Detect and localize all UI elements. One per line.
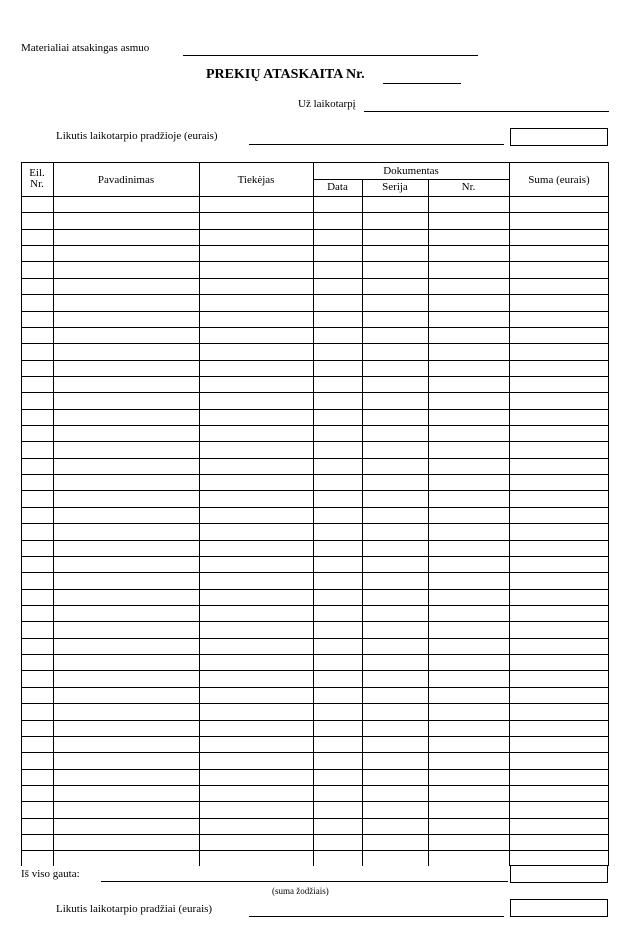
end-balance-box[interactable] xyxy=(510,899,608,917)
start-balance-label: Likutis laikotarpio pradžioje (eurais) xyxy=(56,130,218,142)
col-header-supplier: Tiekėjas xyxy=(237,174,275,186)
total-received-label: Iš viso gauta: xyxy=(21,868,80,880)
col-header-document: Dokumentas xyxy=(383,165,439,177)
col-header-sum: Suma (eurais) xyxy=(528,174,590,186)
start-balance-box[interactable] xyxy=(510,128,608,146)
col-header-date: Data xyxy=(327,181,348,193)
responsible-person-label: Materialiai atsakingas asmuo xyxy=(21,42,150,54)
table-grid xyxy=(21,162,609,866)
total-sum-box[interactable] xyxy=(510,865,608,883)
in-words-hint: (suma žodžiais) xyxy=(272,886,329,896)
report-title: PREKIŲ ATASKAITA Nr. xyxy=(206,67,365,82)
col-header-no-line1: Eil. xyxy=(29,167,45,179)
start-balance-line[interactable] xyxy=(249,144,504,145)
col-header-name: Pavadinimas xyxy=(97,174,155,186)
col-header-no-line2: Nr. xyxy=(30,178,44,190)
goods-table xyxy=(21,162,609,866)
responsible-person-field[interactable] xyxy=(183,55,478,56)
period-field[interactable] xyxy=(364,111,609,112)
col-header-no xyxy=(21,168,53,190)
period-label: Už laikotarpį xyxy=(298,98,356,110)
col-header-number: Nr. xyxy=(461,181,476,193)
end-balance-line[interactable] xyxy=(249,916,504,917)
col-header-series: Serija xyxy=(382,181,408,193)
total-in-words-field[interactable] xyxy=(101,881,508,882)
end-balance-label: Likutis laikotarpio pradžiai (eurais) xyxy=(56,903,213,915)
report-number-field[interactable] xyxy=(383,83,461,84)
